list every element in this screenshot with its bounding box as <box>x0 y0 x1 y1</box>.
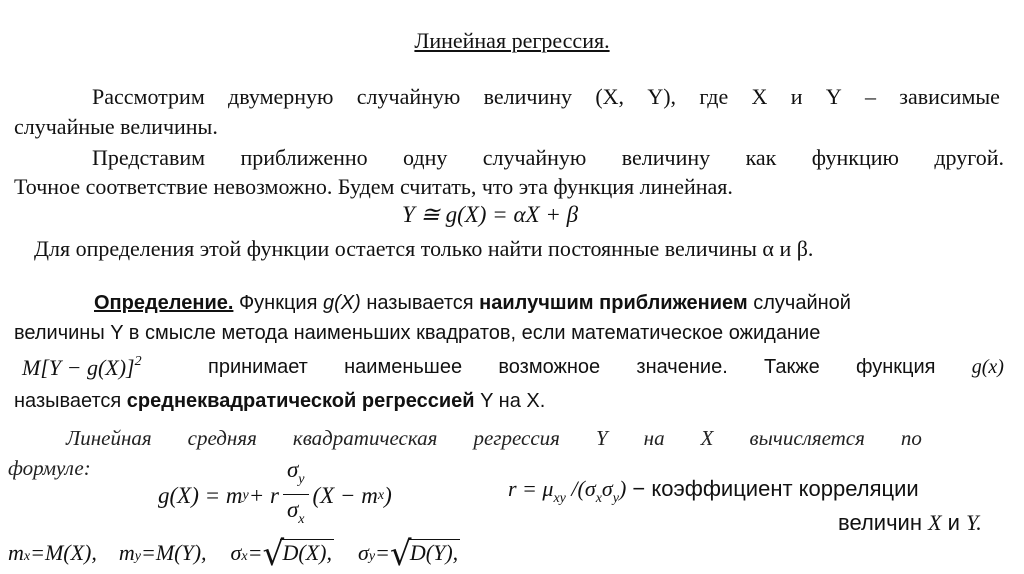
word: функция <box>855 356 936 378</box>
definition-line2: величины Y в смысле метода наименьших квадратов, если математическое ожидание <box>14 322 821 344</box>
word: другой. <box>934 145 1004 170</box>
para1-line2: случайные величины. <box>14 114 218 139</box>
word: случайную <box>356 84 461 109</box>
para2-line1 <box>92 145 1004 171</box>
word: X <box>700 426 714 450</box>
word: случайную <box>482 145 587 170</box>
word: – <box>865 84 876 109</box>
word: наименьшее <box>344 356 463 378</box>
formula-linear: Y ≅ g(X) = αX + β <box>402 202 579 227</box>
sqrt-dy: √ D(Y), <box>389 534 459 574</box>
para1-line1 <box>92 84 1000 110</box>
word: функцию <box>811 145 899 170</box>
definition-term: Определение. <box>94 292 234 314</box>
word: вычисляется <box>749 426 865 450</box>
slide-title: Линейная регрессия. <box>414 28 610 53</box>
word: Y <box>825 84 842 109</box>
word: и <box>790 84 803 109</box>
sigma-fraction: $\frac{\sigma_y}{\sigma_x}$ <box>283 456 309 535</box>
correlation-formula: $r = \mu_{xy}$ $/(\sigma_x\sigma_y)$ − коэффициент корреляции <box>508 476 919 506</box>
word: Y <box>595 426 608 450</box>
word: g(x) <box>971 356 1004 378</box>
correlation-line2: величин X и Y. <box>838 510 982 535</box>
word: двумерную <box>228 84 334 109</box>
word: Представим <box>92 145 206 170</box>
linear-regression-line1 <box>66 426 922 451</box>
word: по <box>900 426 922 450</box>
word: приближенно <box>240 145 368 170</box>
definition-bold-term: наилучшим приближением <box>479 292 748 314</box>
regression-formula: g(X) = m y + r $\frac{\sigma_y}{\sigma_x}$ (X − m x ) <box>158 456 392 535</box>
regression-term: среднеквадратической регрессией <box>126 390 475 412</box>
definition-line4: называется среднеквадратической регрессией Y на X. <box>14 390 546 412</box>
word: зависимые <box>899 84 1000 109</box>
linear-regression-line2: формуле: <box>8 456 91 480</box>
word: на <box>643 426 665 450</box>
word: величину <box>483 84 573 109</box>
sqrt-dx: √ D(X), <box>262 534 332 574</box>
word: Y), <box>647 84 677 109</box>
definition-line1: Определение. Функция g(X) называется наилучшим приближением случайной <box>94 292 851 314</box>
definition-line3 <box>208 356 1004 379</box>
word: одну <box>403 145 448 170</box>
word: средняя <box>187 426 257 450</box>
word: величину <box>621 145 711 170</box>
word: квадратическая <box>292 426 438 450</box>
word: Также <box>764 356 820 378</box>
para2-line2: Точное соответствие невозможно. Будем считать, что эта функция линейная. <box>14 174 733 199</box>
word: значение. <box>636 356 728 378</box>
word: (X, <box>595 84 625 109</box>
word: X <box>751 84 768 109</box>
word: возможное <box>498 356 601 378</box>
word: регрессия <box>473 426 560 450</box>
word: Линейная <box>66 426 152 450</box>
word: принимает <box>208 356 308 378</box>
definition-formula: $M[Y - g(X)]^2$ <box>22 354 142 380</box>
word: где <box>699 84 729 109</box>
word: как <box>745 145 777 170</box>
bottom-definitions: m x =M(X), m y =M(Y), σ x = √ D(X), σ y = √ D(Y), <box>8 534 459 574</box>
word: Рассмотрим <box>92 84 205 109</box>
para3: Для определения этой функции остается только найти постоянные величины α и β. <box>34 236 814 261</box>
